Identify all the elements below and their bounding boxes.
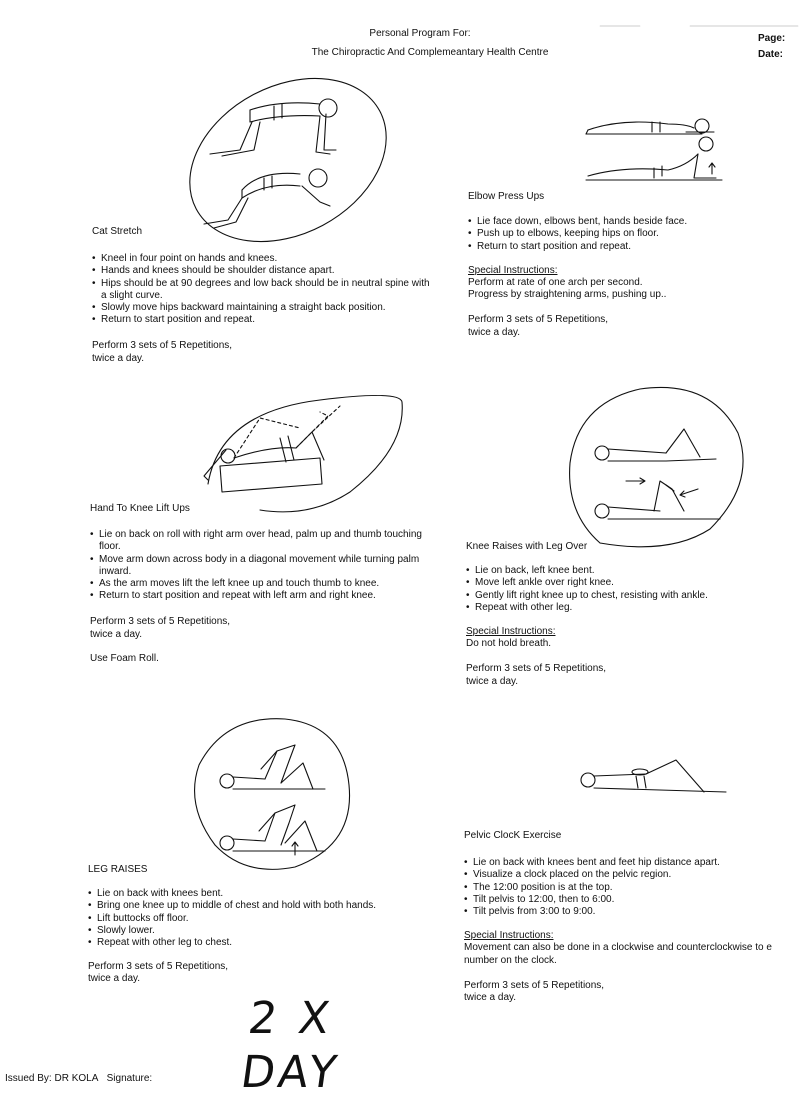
instruction-item: • Bring one knee up to middle of chest and hold with both hands. bbox=[88, 900, 418, 912]
instruction-item: • As the arm moves lift the left knee up and touch thumb to knee. bbox=[90, 578, 445, 590]
perform-sets: Perform 3 sets of 5 Repetitions, bbox=[466, 663, 607, 675]
instruction-item: • Repeat with other leg to chest. bbox=[88, 937, 418, 949]
exercise-title: Elbow Press Ups bbox=[468, 191, 545, 202]
page-label: Page: bbox=[758, 33, 786, 44]
instruction-item: • Lie on back on roll with right arm over head, palm up and thumb touching floor. bbox=[90, 529, 445, 553]
pelvic-clock-illustration bbox=[576, 754, 736, 804]
centre-name: The Chiropractic And Complemeantary Health Centre bbox=[311, 47, 549, 58]
handwritten-note: 2 X DAY bbox=[237, 993, 344, 1098]
special-instructions-heading: Special Instructions: bbox=[464, 930, 554, 942]
instruction-item: • Tilt pelvis to 12:00, then to 6:00. bbox=[464, 894, 798, 906]
instruction-item: • Push up to elbows, keeping hips on floor. bbox=[468, 228, 798, 240]
special-instruction-line: Perform at rate of one arch per second. bbox=[468, 276, 643, 288]
instruction-item: • Visualize a clock placed on the pelvic region. bbox=[464, 869, 798, 881]
special-instruction-line: Movement can also be done in a clockwise and counterclockwise to e bbox=[464, 942, 772, 954]
special-instructions-heading: Special Instructions: bbox=[466, 625, 556, 637]
exercise-title: Pelvic ClocK Exercise bbox=[464, 830, 562, 841]
instruction-item: • Lie on back with knees bent and feet hip distance apart. bbox=[464, 857, 798, 869]
exercise-knee-raises bbox=[466, 541, 796, 688]
exercise-leg-raises bbox=[88, 864, 418, 986]
exercise-title: Cat Stretch bbox=[92, 226, 143, 237]
program-line: Personal Program For: bbox=[369, 28, 471, 39]
scan-artifact-lines bbox=[0, 0, 800, 60]
instruction-list bbox=[92, 253, 432, 326]
instruction-item: • Repeat with other leg. bbox=[466, 602, 796, 614]
knee-raises-illustration bbox=[560, 383, 750, 553]
instruction-item: • Slowly lower. bbox=[88, 925, 418, 937]
frequency: twice a day. bbox=[466, 675, 519, 687]
frequency: twice a day. bbox=[92, 352, 145, 364]
instruction-item: • Lie face down, elbows bent, hands beside face. bbox=[468, 216, 798, 228]
instruction-item: • The 12:00 position is at the top. bbox=[464, 882, 798, 894]
exercise-title: Hand To Knee Lift Ups bbox=[90, 503, 190, 514]
exercise-cat-stretch bbox=[92, 226, 432, 365]
exercise-hand-to-knee bbox=[90, 503, 445, 665]
special-instructions-heading: Special Instructions: bbox=[468, 264, 558, 276]
special-instruction-line: Progress by straightening arms, pushing up.. bbox=[468, 289, 667, 301]
instruction-item: • Move left ankle over right knee. bbox=[466, 577, 796, 589]
frequency: twice a day. bbox=[88, 973, 141, 985]
perform-sets: Perform 3 sets of 5 Repetitions, bbox=[464, 979, 605, 991]
instruction-item: • Hands and knees should be shoulder distance apart. bbox=[92, 265, 432, 277]
special-instruction-line: Do not hold breath. bbox=[466, 638, 552, 650]
instruction-list bbox=[88, 888, 418, 949]
instruction-item: • Lift buttocks off floor. bbox=[88, 913, 418, 925]
instruction-list bbox=[464, 857, 798, 918]
footer bbox=[5, 1051, 255, 1084]
perform-sets: Perform 3 sets of 5 Repetitions, bbox=[92, 340, 233, 352]
issued-by: Issued By: DR KOLA bbox=[5, 1073, 98, 1084]
instruction-item: • Return to start position and repeat. bbox=[92, 314, 432, 326]
instruction-item: • Return to start position and repeat with left arm and right knee. bbox=[90, 590, 445, 602]
instruction-item: • Kneel in four point on hands and knees. bbox=[92, 253, 432, 265]
frequency: twice a day. bbox=[464, 991, 517, 1003]
instruction-list bbox=[90, 529, 445, 602]
date-label: Date: bbox=[758, 49, 784, 60]
perform-sets: Perform 3 sets of 5 Repetitions, bbox=[88, 961, 229, 973]
exercise-note: Use Foam Roll. bbox=[90, 652, 159, 664]
frequency: twice a day. bbox=[468, 326, 521, 338]
instruction-item: • Lie on back with knees bent. bbox=[88, 888, 418, 900]
instruction-item: • Tilt pelvis from 3:00 to 9:00. bbox=[464, 906, 798, 918]
signature-label: Signature: bbox=[106, 1073, 153, 1084]
instruction-item: • Lie on back, left knee bent. bbox=[466, 565, 796, 577]
instruction-list bbox=[468, 216, 798, 253]
instruction-item: • Slowly move hips backward maintaining a straight back position. bbox=[92, 302, 432, 314]
special-instruction-line: number on the clock. bbox=[464, 954, 557, 966]
perform-sets: Perform 3 sets of 5 Repetitions, bbox=[90, 616, 231, 628]
perform-sets: Perform 3 sets of 5 Repetitions, bbox=[468, 314, 609, 326]
exercise-title: LEG RAISES bbox=[88, 864, 148, 875]
instruction-item: • Hips should be at 90 degrees and low back should be in neutral spine with a slight curve. bbox=[92, 278, 432, 302]
leg-raises-illustration bbox=[185, 705, 355, 875]
instruction-item: • Return to start position and repeat. bbox=[468, 241, 798, 253]
frequency: twice a day. bbox=[90, 628, 143, 640]
exercise-pelvic-clock bbox=[464, 830, 798, 1004]
elbow-press-ups-illustration bbox=[582, 108, 732, 190]
exercise-title: Knee Raises with Leg Over bbox=[466, 541, 588, 552]
instruction-item: • Move arm down across body in a diagonal movement while turning palm inward. bbox=[90, 554, 445, 578]
instruction-list bbox=[466, 565, 796, 614]
instruction-item: • Gently lift right knee up to chest, resisting with ankle. bbox=[466, 590, 796, 602]
exercise-elbow-press-ups bbox=[468, 191, 798, 339]
